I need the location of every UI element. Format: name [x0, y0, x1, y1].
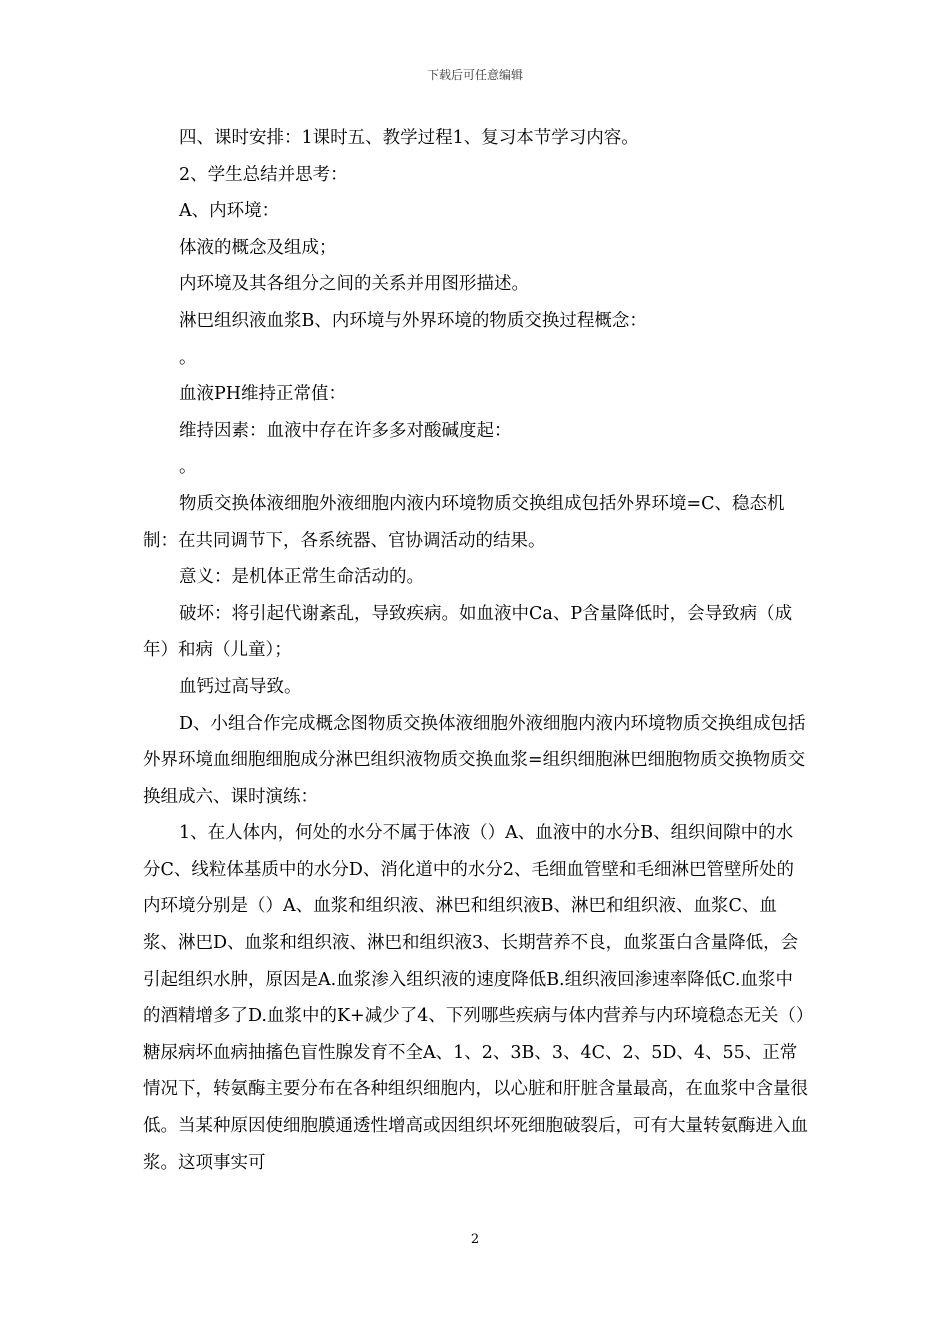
- paragraph: A、内环境：: [179, 201, 280, 222]
- paragraph: 淋巴组织液血浆B、内环境与外界环境的物质交换过程概念：: [179, 310, 647, 331]
- paragraph: 破坏：将引起代谢紊乱，导致疾病。如血液中Ca、P含量降低时，会导致病（成年）和病（儿童）；: [143, 603, 793, 661]
- paragraph: 体液的概念及组成；: [179, 237, 337, 258]
- paragraph: 四、课时安排：1课时五、教学过程1、复习本节学习内容。: [179, 128, 639, 148]
- paragraph: 。: [179, 347, 197, 368]
- paragraph: D、小组合作完成概念图物质交换体液细胞外液细胞内液内环境物质交换组成包括外界环境血细胞细胞成分淋巴组织液物质交换血浆=组织细胞淋巴细胞物质交换物质交换组成六、课时演练：: [143, 713, 806, 807]
- paragraph: 意义：是机体正常生命活动的。: [179, 567, 424, 588]
- page-number: 2: [470, 1232, 480, 1247]
- paragraph: 内环境及其各组分之间的关系并用图形描述。: [179, 274, 529, 295]
- paragraph: 血钙过高导致。: [179, 676, 302, 697]
- page-header: 下载后可任意编辑: [426, 68, 523, 82]
- paragraph: 1、在人体内，何处的水分不属于体液（）A、血液中的水分B、组织间隙中的水分C、线粒体基质中的水分D、消化道中的水分2、毛细血管壁和毛细淋巴管壁所处的内环境分别是（）A、血浆和组织液、淋巴和组织液B、淋巴和组织液、血浆C、血浆、淋巴D、血浆和组织液、淋巴和组织液3、长期营养不良，血浆蛋白含量降低，会引起组织水肿，原因是A.血浆渗入组织液的速度降低B.组织液回渗速率降低C.血浆中的酒精增多了D.血浆中的K+减少了4、下列哪些疾病与体内营养与内环境稳态无关（）糖尿病坏血病抽搐色盲性腺发育不全A、1、2、3B、3、4C、2、5D、4、55、正常情况下，转氨酶主要分布在各种组织细胞内，以心脏和肝脏含量最高，在血浆中含量很低。当某种原因使细胞膜通透性增高或因组织坏死细胞破裂后，可有大量转氨酶进入血浆。这项事实可: [143, 823, 808, 1173]
- paragraph: 血液PH维持正常值：: [179, 384, 347, 405]
- paragraph: 维持因素：血液中存在许多多对酸碱度起：: [179, 420, 512, 441]
- paragraph: 物质交换体液细胞外液细胞内液内环境物质交换组成包括外界环境=C、稳态机制：在共同调节下，各系统器、官协调活动的结果。: [143, 493, 785, 551]
- paragraph: 2、学生总结并思考：: [179, 164, 348, 185]
- paragraph: 。: [179, 457, 197, 478]
- document-body: [143, 120, 808, 1181]
